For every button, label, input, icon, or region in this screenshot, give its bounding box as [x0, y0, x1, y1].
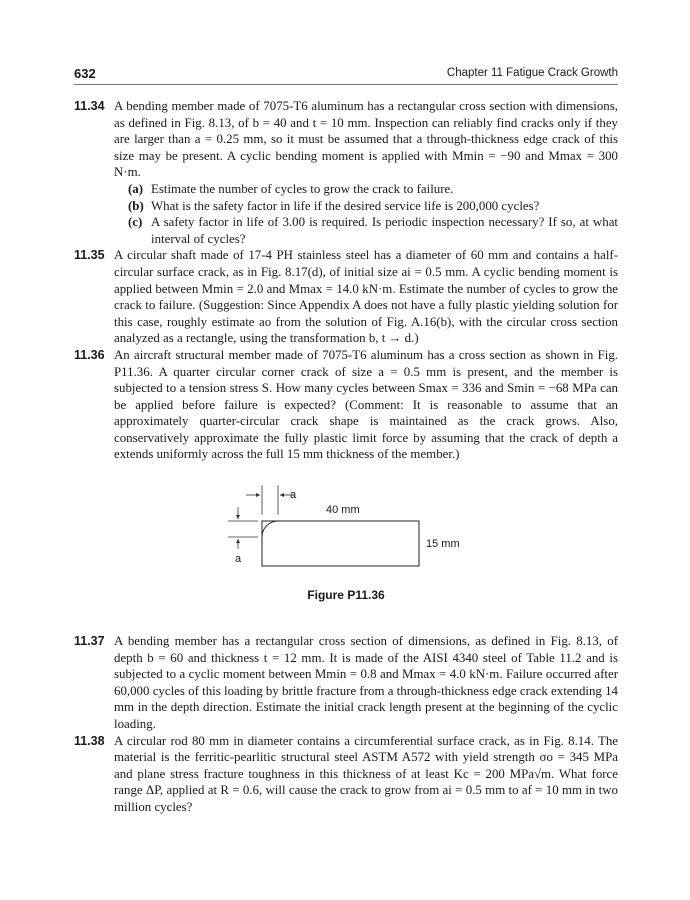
- problem-part: [128, 214, 618, 247]
- problem-part: [128, 181, 618, 198]
- page-header: [74, 66, 618, 85]
- chapter-title: Chapter 11 Fatigue Crack Growth: [446, 67, 618, 79]
- part-label: (c): [128, 215, 143, 230]
- part-label: (a): [128, 181, 144, 196]
- problem-part: [128, 198, 618, 215]
- part-text: A safety factor in life of 3.00 is required. Is periodic inspection necessary? If so, at what interval of cycles?: [151, 215, 618, 246]
- problem-list: [74, 98, 618, 816]
- crack-size-label-top: a: [290, 489, 297, 502]
- problem-text: An aircraft structural member made of 7075-T6 aluminum has a cross section as shown in Fig. P11.36. A quarter circular corner crack of size a = 0.5 mm is present, and the member is subjected to a tension stress S. How many cycles between Smax = 336 and Smin = −68 MPa can be applied before failure is expected? (Comment: It is reasonable to assume that an approximately quarter-circular crack shape is maintained as the crack grows. Also, conservatively approximate the fully plastic limit force by assuming that the crack of depth a extends uniformly across the full 15 mm thickness of the member.): [114, 347, 618, 462]
- problem-11-34: [74, 98, 618, 247]
- problem-number: 11.35: [74, 248, 105, 263]
- figure-p11-36: [74, 479, 618, 615]
- problem-11-35: [74, 247, 618, 347]
- figure-caption: Figure P11.36: [307, 588, 385, 603]
- problem-text: A circular shaft made of 17-4 PH stainless steel has a diameter of 60 mm and contains a half-circular surface crack, as in Fig. 8.17(d), of initial size ai = 0.5 mm. A cyclic bending moment is applied between Mmin = 2.0 and Mmax = 14.0 kN·m. Estimate the number of cycles to grow the crack to failure. (Suggestion: Since Appendix A does not have a fully plastic yielding solution for this case, roughly estimate ao from the solution of Fig. A.16(b), with the circular cross section analyzed as a rectangle, using the transformation b, t → d.): [114, 248, 618, 346]
- problem-11-36: [74, 347, 618, 463]
- width-dimension-label: 40 mm: [326, 504, 360, 517]
- thickness-dimension-label: 15 mm: [426, 538, 460, 551]
- problem-text: A bending member has a rectangular cross section of dimensions, as defined in Fig. 8.13, of depth b = 60 and thickness t = 12 mm. It is made of the AISI 4340 steel of Table 11.2 and is subjected to a cyclic moment between Mmin = 0.8 and Mmax = 4.0 kN·m. Failure occurred after 60,000 cycles of this loading by brittle fracture from a through-thickness edge crack extending 14 mm in the depth direction. Estimate the initial crack length present at the beginning of the cyclic loading.: [114, 634, 618, 732]
- problem-number: 11.34: [74, 99, 105, 113]
- corner-crack-arc: [262, 521, 278, 537]
- cross-section-diagram: [224, 479, 464, 579]
- problem-11-37: [74, 633, 618, 733]
- page-number: 632: [74, 66, 96, 81]
- cross-section-rectangle: [262, 521, 419, 566]
- problem-text: A bending member made of 7075-T6 aluminum has a rectangular cross section with dimensions, as defined in Fig. 8.13, of b = 40 and t = 10 mm. Inspection can reliably find cracks only if they are larger than a = 0.25 mm, so it must be assumed that a through-thickness edge crack of this size may be present. A cyclic bending moment is applied with Mmin = −90 and Mmax = 300 N·m.: [114, 99, 618, 180]
- part-text: What is the safety factor in life if the desired service life is 200,000 cycles?: [151, 198, 540, 213]
- crack-dim-arrowhead-right: [280, 493, 284, 497]
- problem-number: 11.37: [74, 634, 105, 649]
- problem-number: 11.36: [74, 347, 105, 362]
- crack-dim-arrowhead-top: [236, 515, 240, 519]
- problem-number: 11.38: [74, 733, 105, 748]
- part-label: (b): [128, 198, 144, 213]
- crack-dim-arrowhead-left: [256, 493, 260, 497]
- crack-dim-arrowhead-bottom: [236, 539, 240, 543]
- crack-size-label-left: a: [235, 553, 242, 566]
- part-text: Estimate the number of cycles to grow the crack to failure.: [151, 181, 454, 196]
- problem-11-38: [74, 733, 618, 816]
- problem-text: A circular rod 80 mm in diameter contains a circumferential surface crack, as in Fig. 8.14. The material is the ferritic-pearlitic structural steel ASTM A572 with yield strength σo = 345 MPa and plane stress fracture toughness in this thickness of at least Kc = 200 MPa√m. What force range ΔP, applied at R = 0.6, will cause the crack to grow from ai = 0.5 mm to af = 10 mm in two million cycles?: [114, 733, 618, 814]
